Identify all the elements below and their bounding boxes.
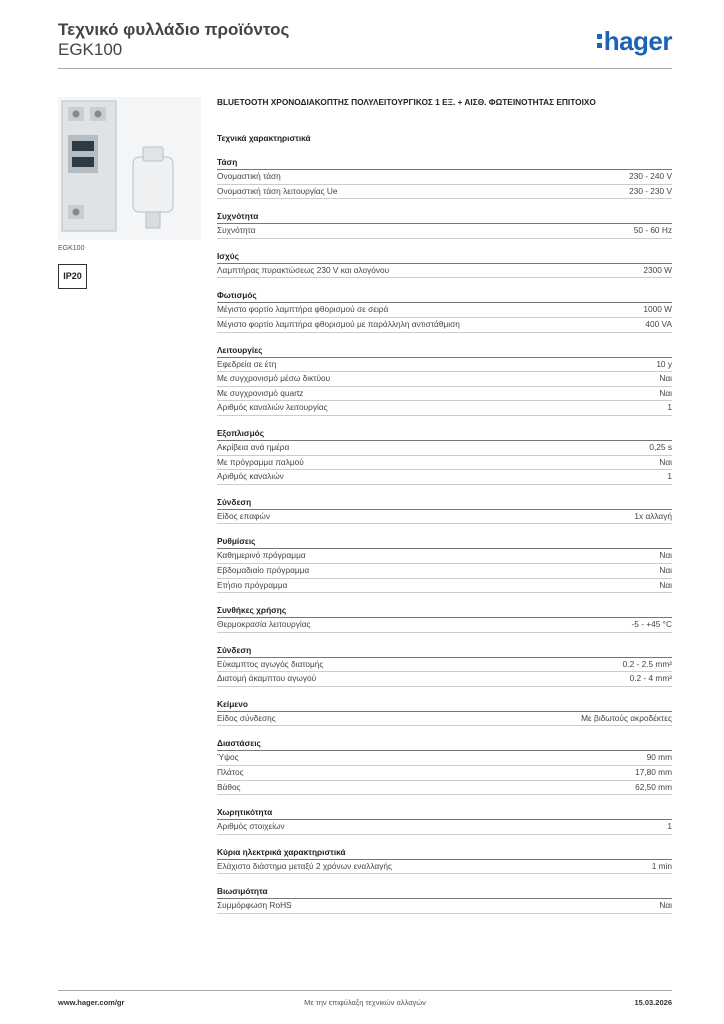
spec-row: [217, 318, 672, 333]
spec-label: Εβδομαδιαίο πρόγραμμα: [217, 564, 310, 575]
spec-group: [217, 645, 672, 687]
spec-group: [217, 345, 672, 416]
spec-row: [217, 372, 672, 387]
spec-group: [217, 497, 672, 525]
spec-label: Αριθμός στοιχείων: [217, 821, 285, 832]
spec-group-title: Βιωσιμότητα: [217, 886, 672, 899]
spec-value: 0.2 - 4 mm²: [629, 673, 672, 684]
spec-label: Συχνότητα: [217, 225, 256, 236]
spec-group: [217, 807, 672, 835]
spec-label: Μέγιστο φορτίο λαμπτήρα φθορισμού σε σειρά: [217, 304, 389, 315]
spec-value: 230 - 230 V: [629, 185, 672, 196]
spec-group: [217, 847, 672, 875]
product-image: [58, 97, 201, 240]
spec-value: 62,50 mm: [635, 781, 672, 792]
spec-value: Ναι: [659, 900, 672, 911]
spec-group: [217, 699, 672, 727]
spec-row: [217, 712, 672, 727]
spec-group-title: Ρυθμίσεις: [217, 536, 672, 549]
spec-content: [217, 97, 672, 914]
image-caption: EGK100: [58, 245, 85, 252]
spec-group-title: Συνθήκες χρήσης: [217, 605, 672, 618]
hager-logo: hager: [597, 26, 672, 57]
spec-row: [217, 387, 672, 402]
spec-value: Ναι: [659, 564, 672, 575]
spec-group: [217, 886, 672, 914]
spec-row: [217, 170, 672, 185]
spec-group: [217, 428, 672, 485]
spec-value: 2300 W: [643, 264, 672, 275]
footer-date: 15.03.2026: [634, 998, 672, 1007]
footer-divider: [58, 990, 672, 991]
spec-row: [217, 672, 672, 687]
spec-label: Θερμοκρασία λειτουργίας: [217, 619, 311, 630]
spec-value: 1: [667, 402, 672, 413]
spec-row: [217, 751, 672, 766]
spec-group-title: Ισχύς: [217, 251, 672, 264]
spec-row: [217, 549, 672, 564]
spec-label: Είδος επαφών: [217, 510, 271, 521]
spec-label: Ονομαστική τάση λειτουργίας Ue: [217, 185, 338, 196]
spec-group: [217, 211, 672, 239]
ip-rating-badge: IP20: [58, 264, 87, 289]
spec-row: [217, 401, 672, 416]
spec-row: [217, 766, 672, 781]
spec-label: Ετήσιο πρόγραμμα: [217, 579, 288, 590]
spec-row: [217, 185, 672, 200]
spec-label: Εφεδρεία σε έτη: [217, 358, 277, 369]
spec-value: 0.2 - 2.5 mm²: [622, 658, 672, 669]
spec-value: 1 min: [651, 860, 672, 871]
spec-row: [217, 781, 672, 796]
spec-group-title: Σύνδεση: [217, 645, 672, 658]
spec-row: [217, 860, 672, 875]
spec-row: [217, 456, 672, 471]
spec-label: Λαμπτήρας πυρακτώσεως 230 V και αλογόνου: [217, 264, 390, 275]
spec-value: 1: [667, 821, 672, 832]
spec-label: Αριθμός καναλιών λειτουργίας: [217, 402, 328, 413]
spec-groups: [217, 157, 672, 914]
spec-value: Ναι: [659, 373, 672, 384]
spec-value: 90 mm: [646, 752, 672, 763]
spec-row: [217, 224, 672, 239]
spec-group-title: Κύρια ηλεκτρικά χαρακτηριστικά: [217, 847, 672, 860]
spec-row: [217, 303, 672, 318]
spec-group-title: Κείμενο: [217, 699, 672, 712]
spec-group-title: Φωτισμός: [217, 290, 672, 303]
spec-group-title: Συχνότητα: [217, 211, 672, 224]
spec-value: 0,25 s: [649, 441, 672, 452]
spec-label: Μέγιστο φορτίο λαμπτήρα φθορισμού με παράλληλη αντιστάθμιση: [217, 318, 460, 329]
spec-row: [217, 358, 672, 373]
spec-row: [217, 264, 672, 279]
spec-value: -5 - +45 °C: [631, 619, 672, 630]
document-title: Τεχνικό φυλλάδιο προϊόντος: [58, 20, 290, 39]
spec-group: [217, 605, 672, 633]
product-code: EGK100: [58, 40, 123, 59]
spec-group: [217, 157, 672, 199]
spec-value: Με βιδωτούς ακροδέκτες: [581, 712, 672, 723]
spec-label: Συμμόρφωση RoHS: [217, 900, 292, 911]
spec-label: Ελάχιστο διάστημα μεταξύ 2 χρόνων εναλλαγής: [217, 860, 392, 871]
spec-row: [217, 579, 672, 594]
spec-row: [217, 820, 672, 835]
spec-label: Είδος σύνδεσης: [217, 712, 276, 723]
footer-url[interactable]: www.hager.com/gr: [58, 998, 125, 1007]
spec-group-title: Εξοπλισμός: [217, 428, 672, 441]
spec-value: 400 VA: [645, 318, 672, 329]
spec-label: Ονομαστική τάση: [217, 171, 281, 181]
spec-value: 1: [667, 471, 672, 482]
spec-value: Ναι: [659, 579, 672, 590]
spec-label: Βάθος: [217, 781, 241, 792]
spec-row: [217, 899, 672, 914]
footer-note: Με την επιφύλαξη τεχνικών αλλαγών: [304, 998, 426, 1007]
spec-value: 1000 W: [643, 304, 672, 315]
spec-label: Διατομή άκαμπτου αγωγού: [217, 673, 317, 684]
spec-group-title: Λειτουργίες: [217, 345, 672, 358]
header-divider: [58, 68, 672, 69]
spec-group: [217, 536, 672, 593]
spec-row: [217, 510, 672, 525]
spec-label: Με συγχρονισμό quartz: [217, 387, 304, 398]
product-description: BLUETOOTH ΧΡΟΝΟΔΙΑΚΟΠΤΗΣ ΠΟΛΥΛΕΙΤΟΥΡΓΙΚΟΣ 1 ΕΞ. + ΑΙΣΘ. ΦΩΤΕΙΝΟΤΗΤΑΣ ΕΠΙΤΟΙΧΟ: [217, 97, 596, 107]
spec-group: [217, 290, 672, 332]
spec-group-title: Σύνδεση: [217, 497, 672, 510]
spec-label: Ακρίβεια ανά ημέρα: [217, 441, 290, 452]
spec-row: [217, 441, 672, 456]
spec-row: [217, 658, 672, 673]
spec-group: [217, 251, 672, 279]
spec-group: [217, 738, 672, 795]
spec-label: Εύκαμπτος αγωγός διατομής: [217, 658, 324, 669]
spec-group-title: Χωρητικότητα: [217, 807, 672, 820]
spec-label: Ύψος: [217, 752, 239, 763]
spec-value: Ναι: [659, 550, 672, 561]
spec-value: 1x αλλαγή: [634, 510, 672, 521]
spec-label: Καθημερινό πρόγραμμα: [217, 550, 306, 561]
spec-group-title: Τάση: [217, 157, 672, 170]
spec-label: Αριθμός καναλιών: [217, 471, 284, 482]
section-title: Τεχνικά χαρακτηριστικά: [217, 133, 311, 143]
spec-row: [217, 470, 672, 485]
spec-value: Ναι: [659, 387, 672, 398]
spec-value: Ναι: [659, 456, 672, 467]
logo-dots-icon: [597, 34, 602, 52]
spec-value: 50 - 60 Hz: [633, 225, 672, 236]
product-illustration-icon: [58, 97, 201, 240]
page-header: [58, 20, 672, 68]
spec-row: [217, 618, 672, 633]
spec-value: 10 y: [656, 358, 672, 369]
spec-value: 230 - 240 V: [629, 171, 672, 181]
spec-label: Με συγχρονισμό μέσω δικτύου: [217, 373, 331, 384]
spec-value: 17,80 mm: [635, 767, 672, 778]
spec-group-title: Διαστάσεις: [217, 738, 672, 751]
spec-row: [217, 564, 672, 579]
spec-label: Με πρόγραμμα παλμού: [217, 456, 304, 467]
spec-label: Πλάτος: [217, 767, 244, 778]
